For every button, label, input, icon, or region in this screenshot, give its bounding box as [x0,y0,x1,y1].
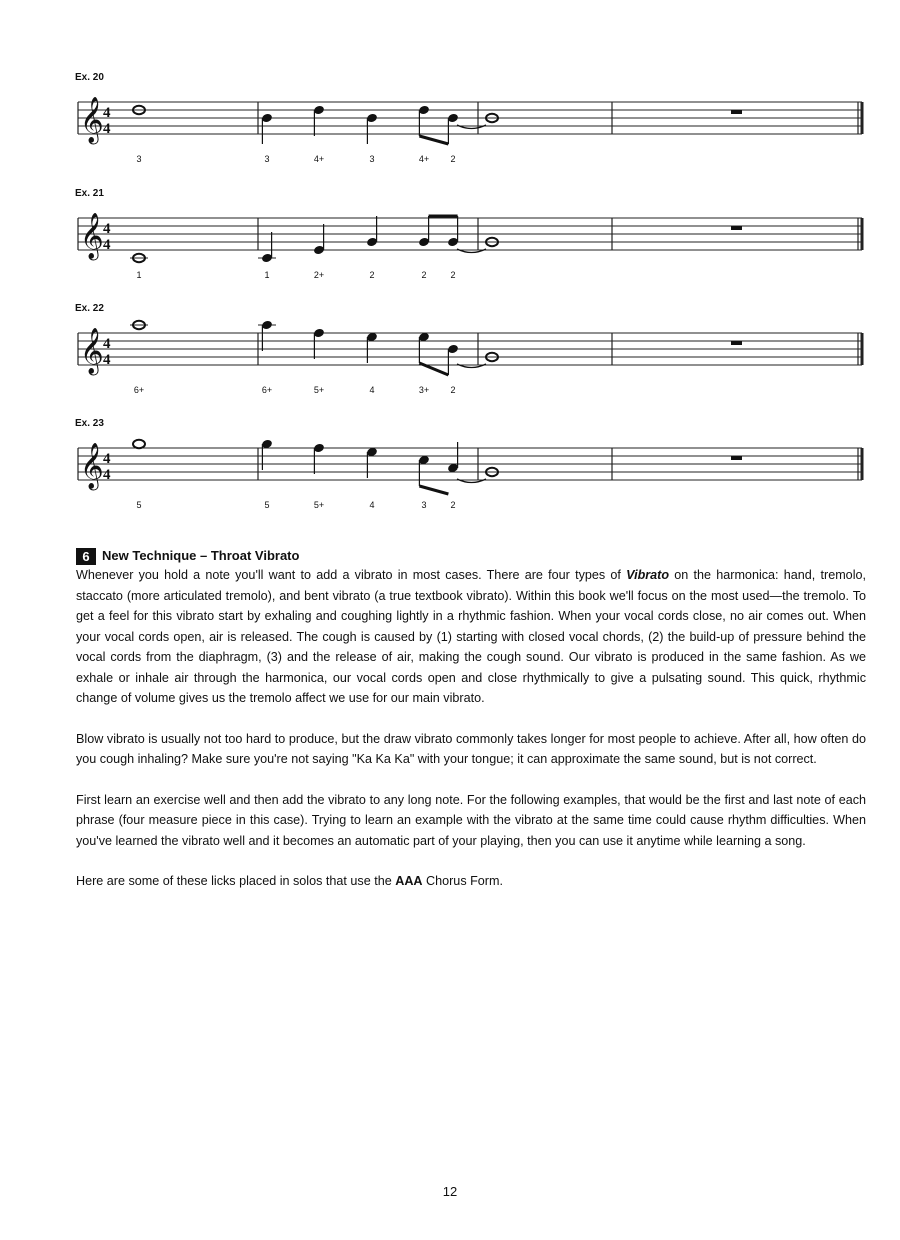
time-signature: 4 [103,336,111,352]
example-20 [0,72,900,192]
beam [419,136,448,144]
example-label: Ex. 21 [75,188,104,199]
section-title: New Technique – Throat Vibrato [102,548,300,563]
staff-notation [0,418,900,538]
beam [419,486,448,494]
hole-number: 1 [136,270,142,280]
hole-number: 2 [369,270,375,280]
hole-number: 5+ [313,385,325,395]
time-signature: 4 [103,451,111,467]
hole-number: 4 [369,385,375,395]
whole-rest [731,110,742,114]
whole-rest [731,226,742,230]
time-signature: 4 [103,352,111,368]
whole-rest [731,341,742,345]
hole-number: 2 [421,270,427,280]
example-23 [0,418,900,538]
hole-number: 1 [264,270,270,280]
hole-number: 5 [264,500,270,510]
hole-number: 3 [421,500,427,510]
treble-clef: 𝄞 [80,328,104,374]
paragraph-vibrato-intro: Whenever you hold a note you'll want to add a vibrato in most cases. There are four types of Vibrato on the harmonica: hand, tremolo, staccato (more articulated tremolo), and bent vibrato (a true textbook vibrato). Within this book we'll focus on the most used—the tremolo. To get a feel for this vibrato start by exhaling and coughing lightly in a rhythmic fashion. When your vocal cords close, no air comes out. When your vocal cords open, air is released. The cough is caused by (1) starting with closed vocal chords, (2) the build-up of pressure behind the vocal cords from the diaphragm, (3) and the release of air, making the cough sound. Our vibrato is produced in the same fashion. As we exhale or inhale air through the harmonica, our vocal cords open and close rhythmically to give a pulsating sound. This quick, rhythmic change of volume gives us the tremolo affect we use for our main vibrato. [76,568,866,705]
staff-notation [0,303,900,423]
example-21 [0,188,900,308]
hole-number: 4+ [418,154,430,164]
treble-clef: 𝄞 [80,443,104,489]
example-22 [0,303,900,423]
hole-number: 2 [450,385,456,395]
example-label: Ex. 23 [75,418,104,429]
hole-number: 5 [136,500,142,510]
time-signature: 4 [103,467,111,483]
paragraph-solos-intro: Here are some of these licks placed in solos that use the AAA Chorus Form. [76,874,503,888]
hole-number: 2 [450,500,456,510]
section-heading [76,547,866,565]
page-number: 12 [442,1184,458,1199]
time-signature: 4 [103,237,111,253]
hole-number: 4+ [313,154,325,164]
hole-number: 4 [369,500,375,510]
time-signature: 4 [103,221,111,237]
paragraph-learn-exercise: First learn an exercise well and then add the vibrato to any long note. For the following examples, that would be the first and last note of each phrase (four measure piece in this case). Trying to learn an example with the vibrato at the same time could cause rhythm difficulties. When you've learned the vibrato well and it becomes an automatic part of your playing, then you can use it anytime while learning a song. [76,792,866,848]
section-throat-vibrato [76,547,866,912]
hole-number: 3 [136,154,142,164]
section-number-badge: 6 [76,548,96,565]
treble-clef: 𝄞 [80,213,104,259]
hole-number: 3 [264,154,270,164]
hole-number: 6+ [261,385,273,395]
hole-number: 2 [450,270,456,280]
staff-notation [0,188,900,308]
example-label: Ex. 22 [75,303,104,314]
staff-notation [0,72,900,192]
hole-number: 2+ [313,270,325,280]
hole-number: 3 [369,154,375,164]
hole-number: 5+ [313,500,325,510]
time-signature: 4 [103,121,111,137]
hole-number: 6+ [133,385,145,395]
hole-number: 3+ [418,385,430,395]
paragraph-blow-vibrato: Blow vibrato is usually not too hard to produce, but the draw vibrato commonly takes longer for most people to achieve. After all, how often do you cough inhaling? Make sure you're not saying "Ka Ka Ka" with your tongue; it can approximate the same sound, but is not correct. [76,731,866,766]
time-signature: 4 [103,105,111,121]
whole-note [133,440,145,448]
example-label: Ex. 20 [75,72,104,83]
treble-clef: 𝄞 [80,97,104,143]
whole-rest [731,456,742,460]
hole-number: 2 [450,154,456,164]
